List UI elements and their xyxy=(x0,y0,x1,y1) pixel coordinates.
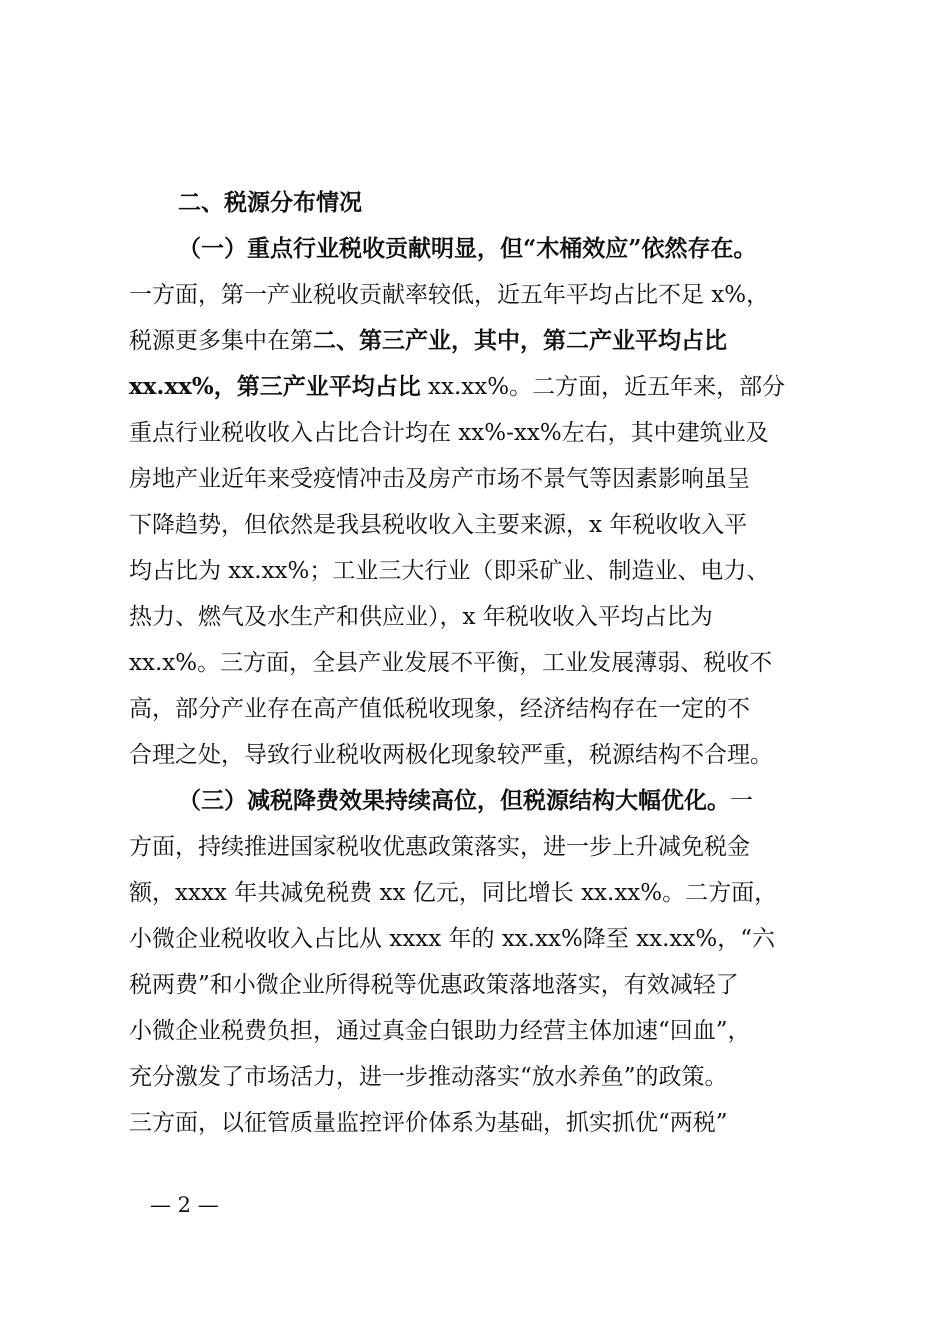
paragraph-1-line-1 xyxy=(178,226,756,272)
section-heading: 二、税源分布情况 xyxy=(178,190,362,216)
paragraph-1-line-9: 热力、燃气及水生产和供应业），x 年税收收入平均占比为 xyxy=(129,604,713,630)
paragraph-1-line-3-bold: 二、第三产业，其中，第二产业平均占比 xyxy=(313,327,727,354)
paragraph-1-line-11: 高，部分产业存在高产值低税收现象，经济结构存在一定的不 xyxy=(129,696,750,722)
paragraph-1-line-5: 重点行业税收收入占比合计均在 xx%-xx%左右，其中建筑业及 xyxy=(129,420,769,446)
paragraph-1-line-4-bold: xx.xx%，第三产业平均占比 xyxy=(129,373,421,400)
paragraph-1-line-12: 合理之处，导致行业税收两极化现象较严重，税源结构不合理。 xyxy=(129,742,773,768)
paragraph-1-line-10: xx.x%。三方面，全县产业发展不平衡，工业发展薄弱、税收不 xyxy=(129,650,773,676)
paragraph-1-line-2: 一方面，第一产业税收贡献率较低，近五年平均占比不足 x%， xyxy=(129,282,770,308)
paragraph-1-line-4-text: xx.xx%。二方面，近五年来，部分 xyxy=(420,374,786,400)
paragraph-2-line-5: 税两费”和小微企业所得税等优惠政策落地落实，有效减轻了 xyxy=(129,972,739,998)
paragraph-2-line-3: 额，xxxx 年共减免税费 xx 亿元，同比增长 xx.xx%。二方面， xyxy=(129,880,778,906)
paragraph-2-line-1-rest: 一 xyxy=(730,788,753,814)
paragraph-1-line-3-text: 税源更多集中在第 xyxy=(129,328,313,354)
paragraph-1-lead: （一）重点行业税收贡献明显，但“木桶效应”依然存在。 xyxy=(178,235,757,262)
paragraph-2-line-7: 充分激发了市场活力，进一步推动落实“放水养鱼”的政策。 xyxy=(129,1064,728,1090)
paragraph-2-line-1 xyxy=(178,778,753,824)
paragraph-2-lead: （三）减税降费效果持续高位，但税源结构大幅优化。 xyxy=(178,787,730,814)
paragraph-1-line-7: 下降趋势，但依然是我县税收收入主要来源，x 年税收收入平 xyxy=(129,512,748,538)
paragraph-2-line-2: 方面，持续推进国家税收优惠政策落实，进一步上升减免税金 xyxy=(129,834,750,860)
paragraph-2-line-6: 小微企业税费负担，通过真金白银助力经营主体加速“回血”， xyxy=(129,1018,751,1044)
paragraph-1-line-6: 房地产业近年来受疫情冲击及房产市场不景气等因素影响虽呈 xyxy=(129,466,750,492)
paragraph-1-line-4 xyxy=(129,364,785,410)
page-number: — 2 — xyxy=(150,1193,219,1217)
paragraph-2-line-8: 三方面，以征管质量监控评价体系为基础，抓实抓优“两税” xyxy=(129,1110,728,1136)
paragraph-1-line-3 xyxy=(129,318,727,364)
paragraph-2-line-4: 小微企业税收收入占比从 xxxx 年的 xx.xx%降至 xx.xx%，“六 xyxy=(129,926,775,952)
paragraph-1-line-8: 均占比为 xx.xx%；工业三大行业（即采矿业、制造业、电力、 xyxy=(129,558,770,584)
